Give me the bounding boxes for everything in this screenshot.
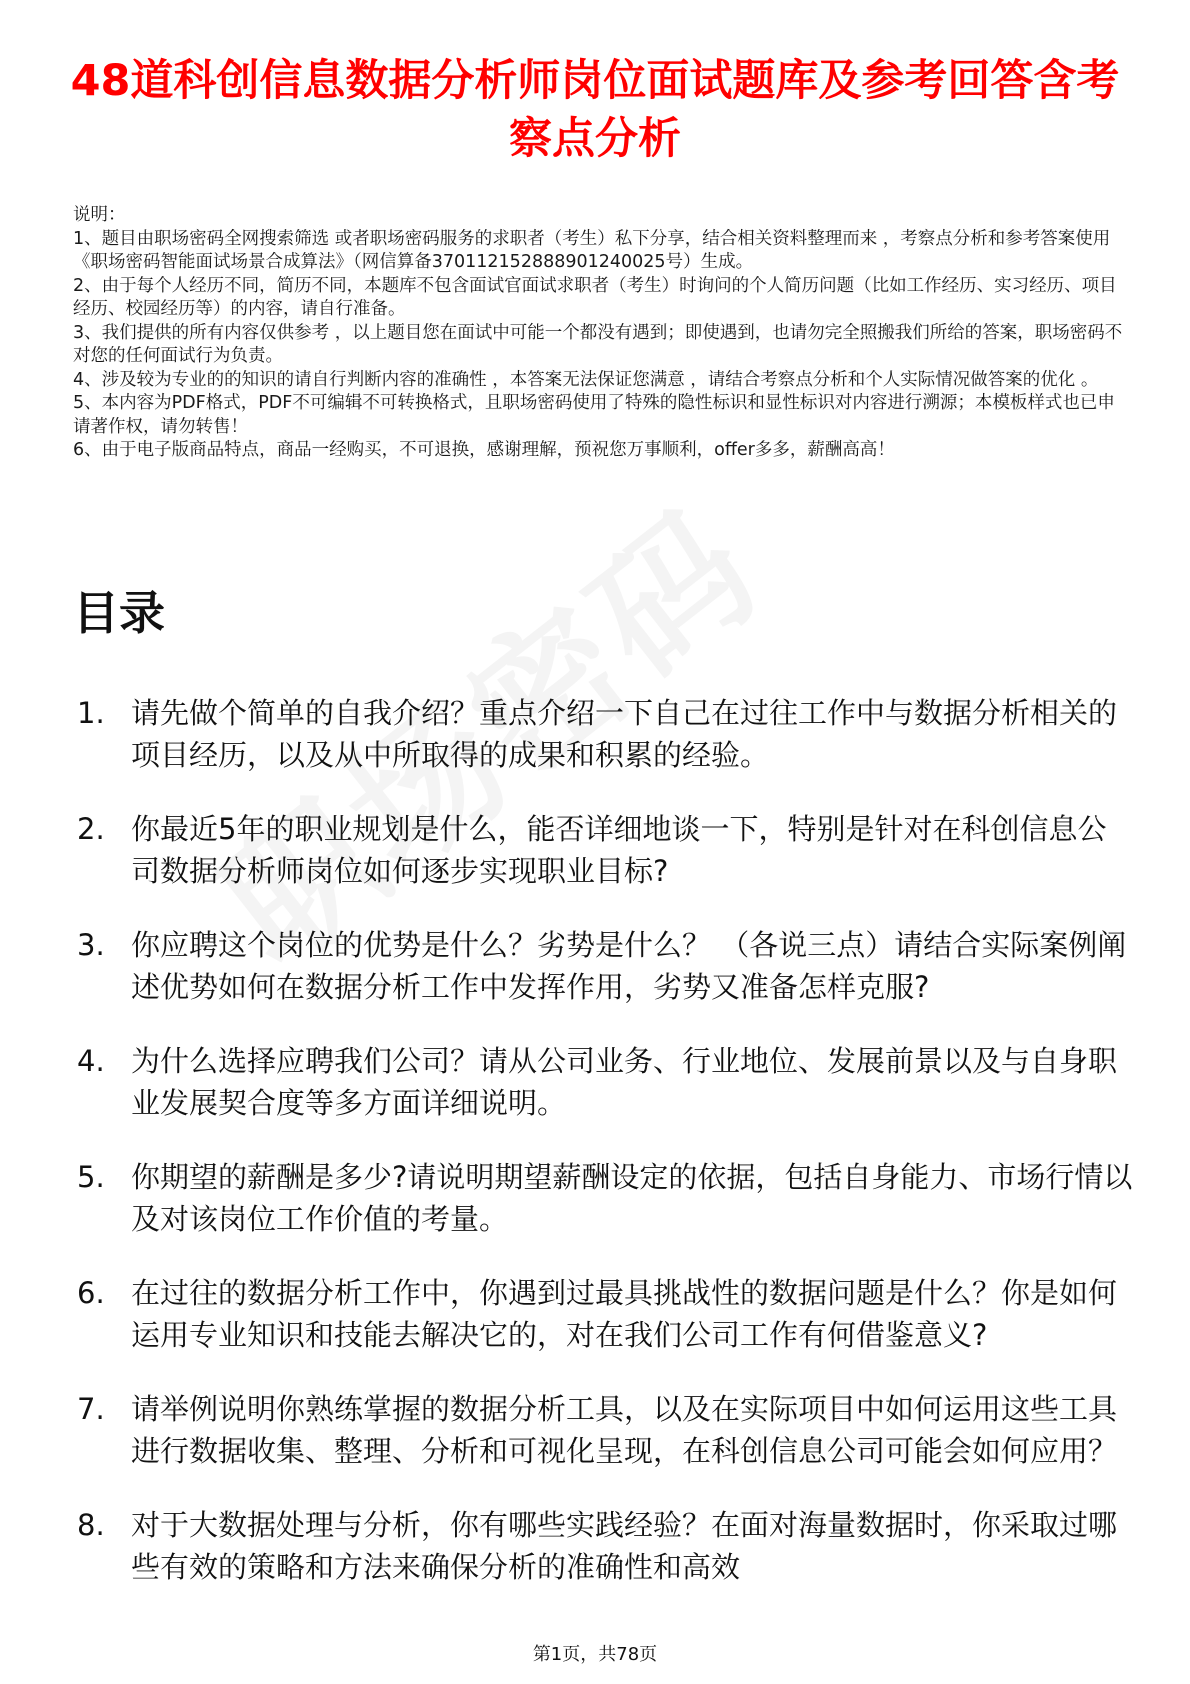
toc-item[interactable]: [73, 924, 1133, 1008]
toc-item-text: 对于大数据处理与分析，你有哪些实践经验？在面对海量数据时，你采取过哪些有效的策略和方法来确保分析的准确性和高效: [131, 1508, 1118, 1584]
table-of-contents: [73, 692, 1133, 1620]
note-item: 2、由于每个人经历不同，简历不同，本题库不包含面试官面试求职者（考生）时询问的个人简历问题（比如工作经历、实习经历、项目经历、校园经历等）的内容，请自行准备。: [73, 275, 1117, 319]
toc-item-number: 4.: [77, 1044, 105, 1078]
toc-item[interactable]: [73, 1272, 1133, 1356]
toc-item-text: 在过往的数据分析工作中，你遇到过最具挑战性的数据问题是什么？你是如何运用专业知识和技能去解决它的，对在我们公司工作有何借鉴意义?: [131, 1276, 1118, 1352]
toc-item-text: 为什么选择应聘我们公司？请从公司业务、行业地位、发展前景以及与自身职业发展契合度等多方面详细说明。: [131, 1044, 1118, 1120]
toc-item-text: 你最近5年的职业规划是什么，能否详细地谈一下，特别是针对在科创信息公司数据分析师岗位如何逐步实现职业目标?: [131, 812, 1107, 888]
toc-item[interactable]: [73, 1388, 1133, 1472]
toc-item[interactable]: [73, 692, 1133, 776]
toc-item-number: 1.: [77, 696, 105, 730]
toc-item-number: 5.: [77, 1160, 105, 1194]
notes-heading: 说明：: [73, 205, 126, 225]
note-item: 1、题目由职场密码全网搜索筛选 或者职场密码服务的求职者（考生）私下分享，结合相关资料整理而来 ，考察点分析和参考答案使用《职场密码智能面试场景合成算法》（网信算备370112152888901240025号）生成。: [73, 228, 1111, 272]
toc-item-number: 3.: [77, 928, 105, 962]
toc-item-text: 你应聘这个岗位的优势是什么？劣势是什么？ （各说三点）请结合实际案例阐述优势如何在数据分析工作中发挥作用，劣势又准备怎样克服?: [131, 928, 1127, 1004]
toc-item[interactable]: [73, 1040, 1133, 1124]
toc-item[interactable]: [73, 808, 1133, 892]
toc-item-text: 你期望的薪酬是多少?请说明期望薪酬设定的依据，包括自身能力、市场行情以及对该岗位工作价值的考量。: [131, 1160, 1133, 1236]
note-item: 5、本内容为PDF格式，PDF不可编辑不可转换格式，且职场密码使用了特殊的隐性标识和显性标识对内容进行溯源；本模板样式也已申请著作权，请勿转售！: [73, 393, 1115, 437]
toc-item[interactable]: [73, 1504, 1133, 1588]
note-item: 3、我们提供的所有内容仅供参考 ，以上题目您在面试中可能一个都没有遇到；即使遇到，也请勿完全照搬我们所给的答案，职场密码不对您的任何面试行为负责。: [73, 322, 1123, 366]
toc-item-number: 7.: [77, 1392, 105, 1426]
toc-item-number: 8.: [77, 1508, 105, 1542]
document-title: 48道科创信息数据分析师岗位面试题库及参考回答含考察点分析: [70, 56, 1120, 164]
toc-heading: 目录: [73, 586, 165, 640]
toc-item-number: 2.: [77, 812, 105, 846]
toc-item-text: 请举例说明你熟练掌握的数据分析工具，以及在实际项目中如何运用这些工具进行数据收集、整理、分析和可视化呈现，在科创信息公司可能会如何应用？: [131, 1392, 1118, 1468]
page-footer: 第1页，共78页: [532, 1644, 658, 1665]
notes-section: [73, 204, 1123, 463]
toc-item-number: 6.: [77, 1276, 105, 1310]
note-item: 4、涉及较为专业的的知识的请自行判断内容的准确性 ，本答案无法保证您满意 ，请结合考察点分析和个人实际情况做答案的优化 。: [73, 369, 1099, 390]
note-item: 6、由于电子版商品特点，商品一经购买，不可退换，感谢理解，预祝您万事顺利，offer多多，薪酬高高！: [73, 440, 895, 460]
toc-item[interactable]: [73, 1156, 1133, 1240]
toc-item-text: 请先做个简单的自我介绍？重点介绍一下自己在过往工作中与数据分析相关的项目经历，以及从中所取得的成果和积累的经验。: [131, 696, 1118, 772]
